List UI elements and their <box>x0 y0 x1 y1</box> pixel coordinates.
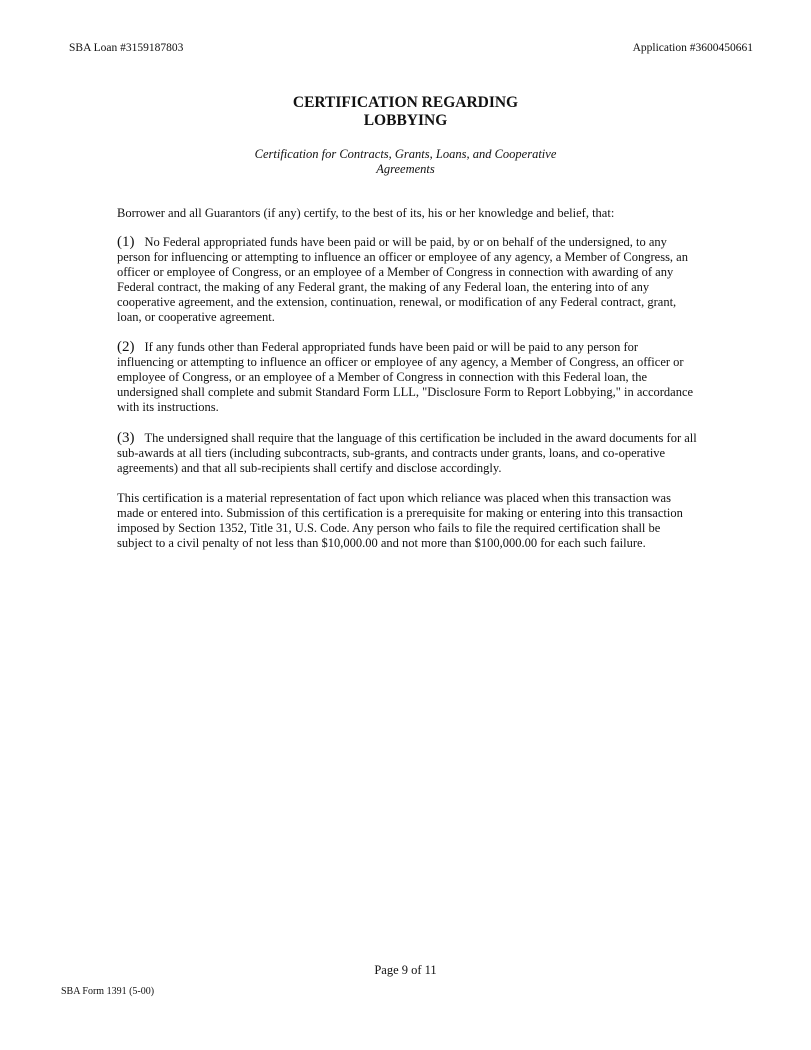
loan-number: SBA Loan #3159187803 <box>69 42 184 54</box>
paragraph-number: (1) <box>117 234 135 250</box>
paragraph-2 <box>117 340 697 415</box>
form-number: SBA Form 1391 (5-00) <box>61 986 155 997</box>
paragraph-text: No Federal appropriated funds have been paid or will be paid, by or on behalf of the undersigned, to any person for influencing or attempting to influence an officer or employee of any agency, a Member of Congress, an officer or employee of Congress, or an employee of a Member of Congress in connection with awarding of any Federal contract, the making of any Federal grant, the making of any Federal loan, the entering into of any cooperative agreement, and the extension, continuation, renewal, or modification of any Federal contract, grant, loan, or cooperative agreement. <box>117 235 688 324</box>
closing-text: This certification is a material representation of fact upon which reliance was placed when this transaction was made or entered into. Submission of this certification is a prerequisite for making or entering into this transaction imposed by Section 1352, Title 31, U.S. Code. Any person who fails to file the required certification shall be subject to a civil penalty of not less than $10,000.00 and not more than $100,000.00 for each such failure. <box>117 491 683 550</box>
paragraph-number: (3) <box>117 430 135 446</box>
paragraph-3 <box>117 431 697 476</box>
paragraph-1 <box>117 235 697 325</box>
paragraph-text: The undersigned shall require that the language of this certification be included in the award documents for all sub-awards at all tiers (including subcontracts, sub-grants, and contracts under grants, loans, and co-operative agreements) and that all sub-recipients shall certify and disclose accordingly. <box>117 431 697 475</box>
paragraph-text: If any funds other than Federal appropriated funds have been paid or will be paid to any person for influencing or attempting to influence an officer or employee of any agency, a Member of Congress, an officer or employee of Congress, or an employee of a Member of Congress in connection with this Federal loan, the undersigned shall complete and submit Standard Form LLL, "Disclosure Form to Report Lobbying," in accordance with its instructions. <box>117 340 694 414</box>
paragraph-number: (2) <box>117 339 135 355</box>
subtitle-line-1: Certification for Contracts, Grants, Loans, and Cooperative <box>254 147 557 161</box>
title-line-2: LOBBYING <box>363 112 448 129</box>
page-title <box>0 94 811 130</box>
page-subtitle <box>0 147 811 177</box>
application-number: Application #3600450661 <box>632 42 753 54</box>
subtitle-line-2: Agreements <box>376 162 435 176</box>
intro-text: Borrower and all Guarantors (if any) certify, to the best of its, his or her knowledge and belief, that: <box>117 206 615 220</box>
title-line-1: CERTIFICATION REGARDING <box>292 94 519 111</box>
page-number: Page 9 of 11 <box>374 963 437 977</box>
